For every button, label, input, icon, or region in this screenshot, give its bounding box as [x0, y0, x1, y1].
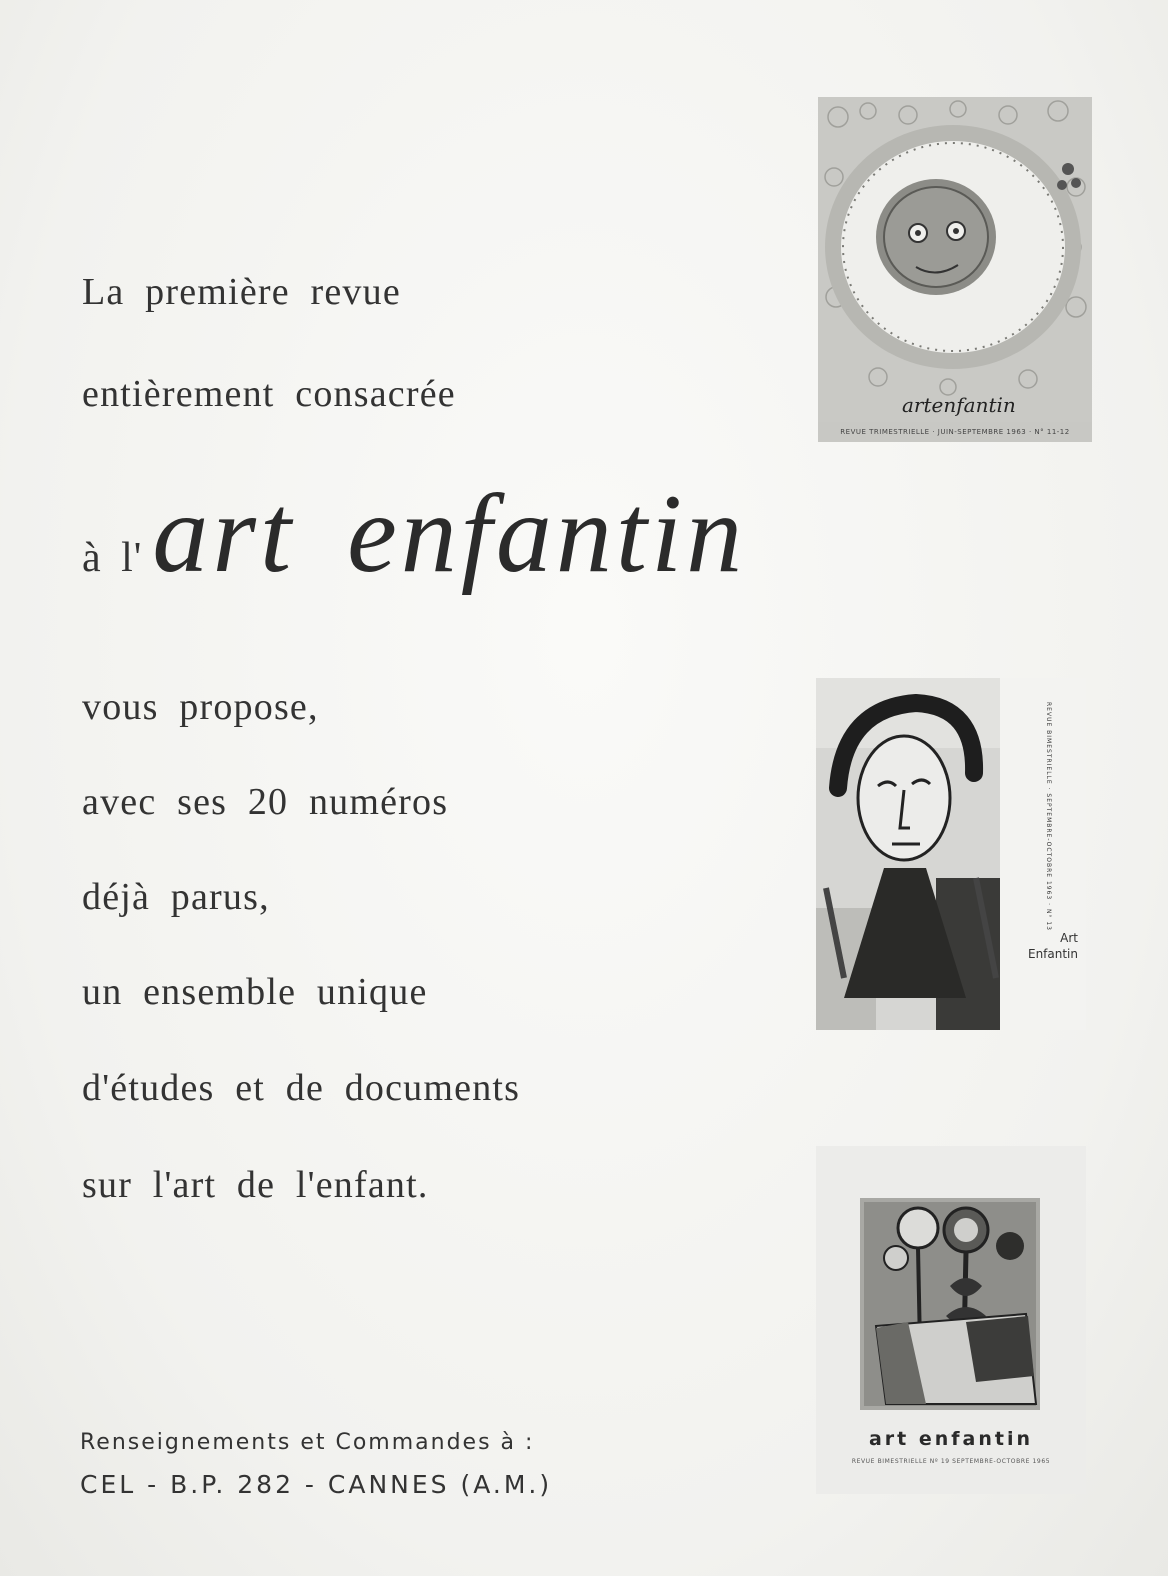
magazine-cover-2: [816, 678, 1086, 1030]
cover-2-painting: [816, 678, 1000, 1030]
cover-3-painting: [816, 1146, 1086, 1416]
body-line-6: sur l'art de l'enfant.: [82, 1164, 429, 1206]
contact-line-1: Renseignements et Commandes à :: [80, 1430, 535, 1455]
body-line-4: un ensemble unique: [82, 971, 428, 1013]
cover-2-title-line-2: Enfantin: [1027, 947, 1078, 961]
headline: [82, 470, 746, 599]
contact-line-2: CEL - B.P. 282 - CANNES (A.M.): [80, 1470, 553, 1499]
headline-prefix: à l': [82, 535, 143, 581]
body-line-2: avec ses 20 numéros: [82, 781, 449, 823]
cover-1-title: artenfantin: [902, 393, 1016, 417]
cover-2-title-line-1: Art: [1060, 931, 1078, 945]
cover-1-strip: REVUE TRIMESTRIELLE · JUIN-SEPTEMBRE 1963 · N° 11-12: [818, 422, 1092, 442]
cover-2-title: [998, 930, 1078, 962]
magazine-cover-1: [818, 97, 1092, 442]
intro-line-1: La première revue: [82, 271, 401, 313]
body-line-3: déjà parus,: [82, 876, 270, 918]
headline-title: art enfantin: [152, 472, 747, 596]
cover-2-vertical-text: REVUE BIMESTRIELLE · SEPTEMBRE-OCTOBRE 1963 · N° 13: [1045, 702, 1052, 931]
magazine-cover-3: [816, 1146, 1086, 1494]
cover-3-title: art enfantin: [868, 1428, 1034, 1450]
body-line-5: d'études et de documents: [82, 1067, 521, 1109]
cover-3-subtitle: REVUE BIMESTRIELLE Nº 19 SEPTEMBRE-OCTOBRE 1965: [851, 1458, 1051, 1465]
cover-1-painting: [818, 97, 1092, 422]
body-line-1: vous propose,: [82, 686, 319, 728]
intro-line-2: entièrement consacrée: [82, 373, 456, 415]
